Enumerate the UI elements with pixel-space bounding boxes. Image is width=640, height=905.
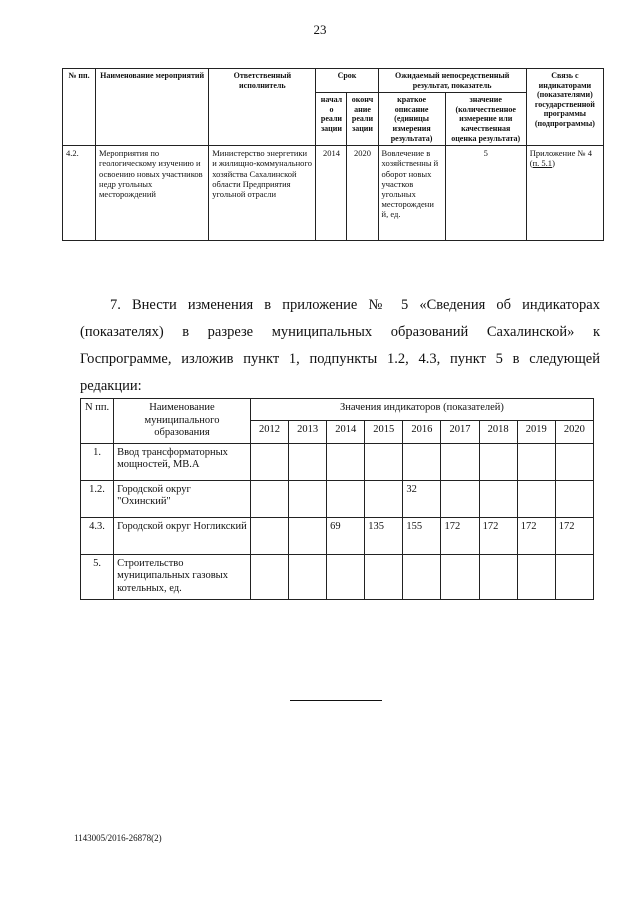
- value-cell: 155: [403, 517, 441, 554]
- year-header: 2019: [517, 421, 555, 443]
- table-row: [81, 443, 594, 480]
- header-term-start: начал о реали зации: [316, 93, 347, 146]
- table-row: [81, 554, 594, 599]
- paragraph-text: 7. Внести изменения в приложение № 5 «Сведения об индикаторах (показателях) в разрезе муниципальных образований Сахалинской» к Госпрограмме, изложив пункт 1, подпункты 1.2, 4.3, пункт 5 в следующей редакции:: [80, 297, 600, 394]
- row-num: 5.: [81, 554, 114, 599]
- year-header: 2014: [327, 421, 365, 443]
- year-header: 2018: [479, 421, 517, 443]
- value-cell: [289, 480, 327, 517]
- row-link: [526, 146, 603, 241]
- value-cell: 32: [403, 480, 441, 517]
- value-cell: 135: [365, 517, 403, 554]
- row-link-text: Приложение № 4 (: [529, 148, 593, 169]
- row-num: 4.3.: [81, 517, 114, 554]
- value-cell: [517, 480, 555, 517]
- row-name: Городской округ Ногликский: [114, 517, 251, 554]
- row-end: 2020: [347, 146, 378, 241]
- value-cell: [365, 480, 403, 517]
- value-cell: [441, 480, 479, 517]
- value-cell: [327, 554, 365, 599]
- value-cell: 69: [327, 517, 365, 554]
- row-responsible: Министерство энергетики и жилищно-коммунального хозяйства Сахалинской области Предприятия угольной отрасли: [209, 146, 316, 241]
- page-number: 23: [313, 22, 327, 37]
- value-cell: [403, 443, 441, 480]
- value-cell: 172: [479, 517, 517, 554]
- table-row: [81, 480, 594, 517]
- value-cell: [289, 517, 327, 554]
- row-link-ref: п. 5.1: [532, 158, 553, 169]
- row-num: 1.2.: [81, 480, 114, 517]
- year-header: 2020: [555, 421, 593, 443]
- value-cell: [250, 517, 288, 554]
- activities-table: [62, 68, 604, 241]
- header-num: N пп.: [81, 399, 114, 444]
- header-term: Срок: [316, 69, 378, 93]
- row-num: 4.2.: [63, 146, 96, 241]
- value-cell: [555, 443, 593, 480]
- value-cell: [365, 554, 403, 599]
- header-num: № пп.: [63, 69, 96, 146]
- row-value: 5: [445, 146, 526, 241]
- year-header: 2013: [289, 421, 327, 443]
- header-values: Значения индикаторов (показателей): [250, 399, 593, 421]
- year-header: 2017: [441, 421, 479, 443]
- row-desc: Вовлечение в хозяйственны й оборот новых участков угольных месторождени й, ед.: [378, 146, 445, 241]
- value-cell: [441, 554, 479, 599]
- row-num: 1.: [81, 443, 114, 480]
- row-link-close: ): [552, 158, 555, 169]
- header-name: Наименование муниципального образования: [114, 399, 251, 444]
- value-cell: [479, 480, 517, 517]
- value-cell: [555, 480, 593, 517]
- value-cell: [250, 480, 288, 517]
- value-cell: [403, 554, 441, 599]
- value-cell: [517, 554, 555, 599]
- value-cell: [327, 443, 365, 480]
- table-row: [63, 146, 604, 241]
- header-result: Ожидаемый непосредственный результат, показатель: [378, 69, 526, 93]
- header-link: Связь с индикаторами (показателями) государственной программы (подпрограммы): [526, 69, 603, 146]
- row-start: 2014: [316, 146, 347, 241]
- header-responsible: Ответственный исполнитель: [209, 69, 316, 146]
- value-cell: [479, 554, 517, 599]
- value-cell: 172: [555, 517, 593, 554]
- row-name: Строительство муниципальных газовых котельных, ед.: [114, 554, 251, 599]
- separator-line: [290, 700, 382, 701]
- value-cell: [479, 443, 517, 480]
- value-cell: 172: [441, 517, 479, 554]
- header-name: Наименование мероприятий: [96, 69, 209, 146]
- value-cell: [517, 443, 555, 480]
- header-term-end: оконч ание реали зации: [347, 93, 378, 146]
- value-cell: [365, 443, 403, 480]
- value-cell: [250, 443, 288, 480]
- value-cell: 172: [517, 517, 555, 554]
- value-cell: [289, 554, 327, 599]
- header-result-value: значение (количественное измерение или качественная оценка результата): [445, 93, 526, 146]
- value-cell: [555, 554, 593, 599]
- value-cell: [441, 443, 479, 480]
- value-cell: [250, 554, 288, 599]
- year-header: 2012: [250, 421, 288, 443]
- amendment-paragraph: [80, 292, 600, 400]
- row-name: Ввод трансформаторных мощностей, МВ.А: [114, 443, 251, 480]
- value-cell: [289, 443, 327, 480]
- row-name: Мероприятия по геологическому изучению и освоению новых участников недр угольных месторождений: [96, 146, 209, 241]
- year-header: 2015: [365, 421, 403, 443]
- header-result-desc: краткое описание (единицы измерения результата): [378, 93, 445, 146]
- year-header: 2016: [403, 421, 441, 443]
- document-code: 1143005/2016-26878(2): [74, 833, 162, 843]
- value-cell: [327, 480, 365, 517]
- row-name: Городской округ "Охинский": [114, 480, 251, 517]
- table-row: [81, 517, 594, 554]
- indicators-table: [80, 398, 594, 600]
